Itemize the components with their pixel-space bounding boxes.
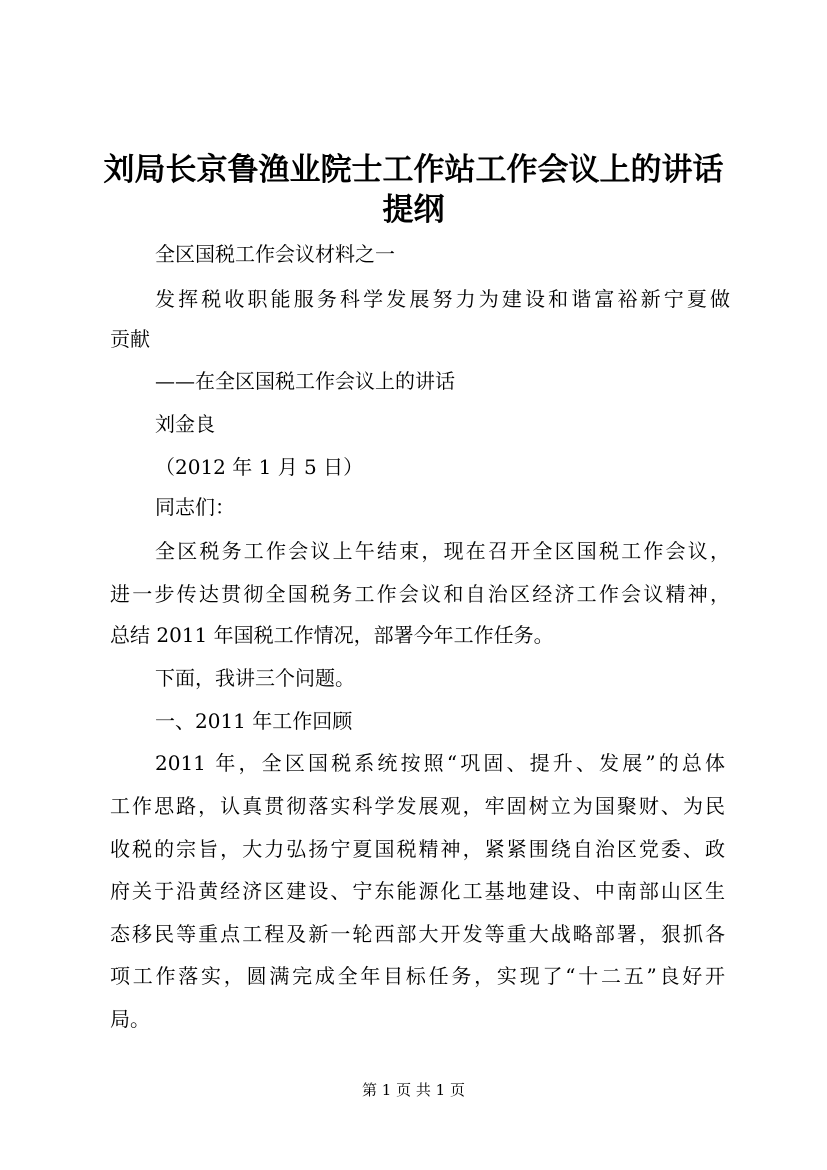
para3-line6: 项工作落实，圆满完成全年目标任务，实现了“十二五”良好开 (110, 964, 725, 988)
para3-line4: 府关于沿黄经济区建设、宁东能源化工基地建设、中南部山区生 (110, 879, 725, 903)
document-title-line2: 提纲 (382, 192, 445, 228)
section1-heading: 一、2011 年工作回顾 (155, 709, 353, 733)
para2: 下面，我讲三个问题。 (155, 666, 355, 690)
salutation: 同志们： (155, 495, 235, 519)
para3-line7: 局。 (110, 1007, 150, 1031)
date: （2012 年 1 月 5 日） (155, 455, 364, 479)
para3-line5: 态移民等重点工程及新一轮西部大开发等重大战略部署，狠抓各 (110, 922, 725, 946)
author: 刘金良 (155, 412, 215, 436)
para3-line1: 2011 年，全区国税系统按照“巩固、提升、发展”的总体 (155, 751, 725, 775)
heading-line1: 发挥税收职能服务科学发展努力为建设和谐富裕新宁夏做 (155, 287, 730, 311)
subtitle: 全区国税工作会议材料之一 (155, 242, 395, 266)
page-footer: 第 1 页 共 1 页 (362, 1081, 465, 1099)
para1-line1: 全区税务工作会议上午结束，现在召开全区国税工作会议， (155, 539, 730, 563)
para1-line2: 进一步传达贯彻全国税务工作会议和自治区经济工作会议精神， (110, 582, 730, 606)
para1-line3: 总结 2011 年国税工作情况，部署今年工作任务。 (110, 623, 554, 647)
document-title-line1: 刘局长京鲁渔业院士工作站工作会议上的讲话 (103, 152, 724, 188)
speech-note: ——在全区国税工作会议上的讲话 (155, 369, 455, 393)
para3-line2: 工作思路，认真贯彻落实科学发展观，牢固树立为国聚财、为民 (110, 794, 725, 818)
heading-line2: 贡献 (110, 327, 150, 351)
para3-line3: 收税的宗旨，大力弘扬宁夏国税精神，紧紧围绕自治区党委、政 (110, 837, 725, 861)
